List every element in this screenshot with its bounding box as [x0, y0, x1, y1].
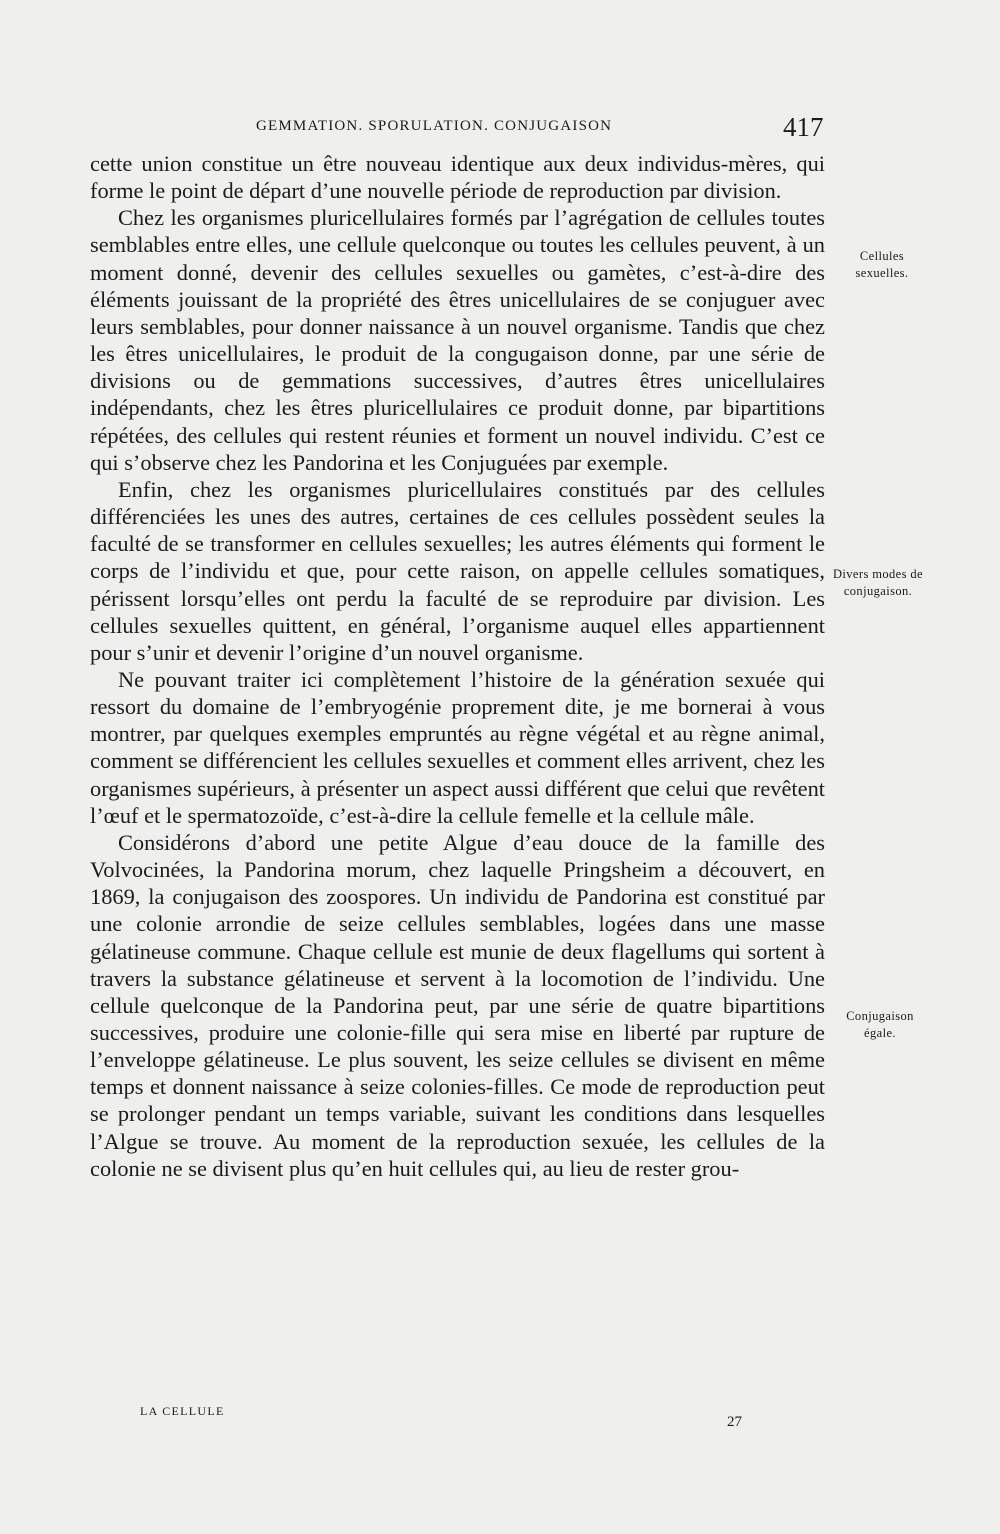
paragraph-5: Considérons d’abord une petite Algue d’eau douce de la famille des Volvocinées, la Pandorina morum, chez laquelle Pringsheim a découvert, en 1869, la conjugaison des zoospores. Un individu de Pandorina est constitué par une colonie arrondie de seize cellules semblables, logées dans une masse gélatineuse commune. Chaque cellule est munie de deux flagellums qui sortent à travers la substance gélatineuse et servent à la locomotion de l’individu. Une cellule quelconque de la Pandorina peut, par une série de quatre bipartitions successives, produire une colonie-fille qui sera mise en liberté par rupture de l’enveloppe gélatineuse. Le plus souvent, les seize cellules se divisent en même temps et donnent naissance à seize colonies-filles. Ce mode de reproduction peut se prolonger pendant un temps variable, suivant les conditions dans lesquelles l’Algue se trouve. Au moment de la reproduction sexuée, les cellules de la colonie ne se divisent plus qu’en huit cellules qui, au lieu de rester grou- — [90, 829, 825, 1181]
paragraph-4: Ne pouvant traiter ici complètement l’histoire de la génération sexuée qui ressort du domaine de l’embryogénie proprement dite, je me bornerai à vous montrer, par quelques exemples empruntés au règne végétal et au règne animal, comment se différencient les cellules sexuelles et comment elles arrivent, chez les organismes supérieurs, à présenter un aspect aussi différent que celui que revêtent l’œuf et le spermatozoïde, c’est-à-dire la cellule femelle et la cellule mâle. — [90, 666, 825, 828]
running-title: GEMMATION. SPORULATION. CONJUGAISON — [256, 118, 613, 134]
signature-mark: LA CELLULE — [140, 1404, 225, 1418]
paragraph-1: cette union constitue un être nouveau identique aux deux individus-mères, qui forme le point de départ d’une nouvelle période de reproduction par division. — [90, 151, 825, 204]
margin-note-conjugaison-egale: Conjugaison égale. — [846, 1009, 914, 1040]
sheet-number: 27 — [727, 1414, 742, 1430]
paragraph-3: Enfin, chez les organismes pluricellulaires constitués par des cellules différenciées les unes des autres, certaines de ces cellules possèdent seules la faculté de se transformer en cellules sexuelles; les autres éléments qui forment le corps de l’individu et que, pour cette raison, on appelle cellules somatiques, périssent lorsqu’elles ont perdu la faculté de se reproduire par division. Les cellules sexuelles quittent, en général, l’organisme auquel elles appartiennent pour s’unir et devenir l’origine d’un nouvel organisme. — [90, 476, 825, 665]
margin-note-cellules-sexuelles: Cellules sexuelles. — [855, 249, 909, 280]
paragraph-2: Chez les organismes pluricellulaires formés par l’agrégation de cellules toutes semblables entre elles, une cellule quelconque ou toutes les cellules peuvent, à un moment donné, devenir des cellules sexuelles ou gamètes, c’est-à-dire des éléments jouissant de la propriété des êtres unicellulaires de se conjuguer avec leurs semblables, pour donner naissance à un nouvel organisme. Tandis que chez les êtres unicellulaires, le produit de la congugaison donne, par une série de divisions ou de gemmations successives, d’autres êtres unicellulaires indépendants, chez les êtres pluricellulaires ce produit donne, par bipartitions répétées, des cellules qui restent réunies et forment un nouvel individu. C’est ce qui s’observe chez les Pandorina et les Conjuguées par exemple. — [90, 205, 825, 475]
margin-note-divers-modes: Divers modes de conjugaison. — [832, 567, 923, 598]
body-text — [90, 150, 825, 1182]
page-number: 417 — [783, 112, 824, 142]
